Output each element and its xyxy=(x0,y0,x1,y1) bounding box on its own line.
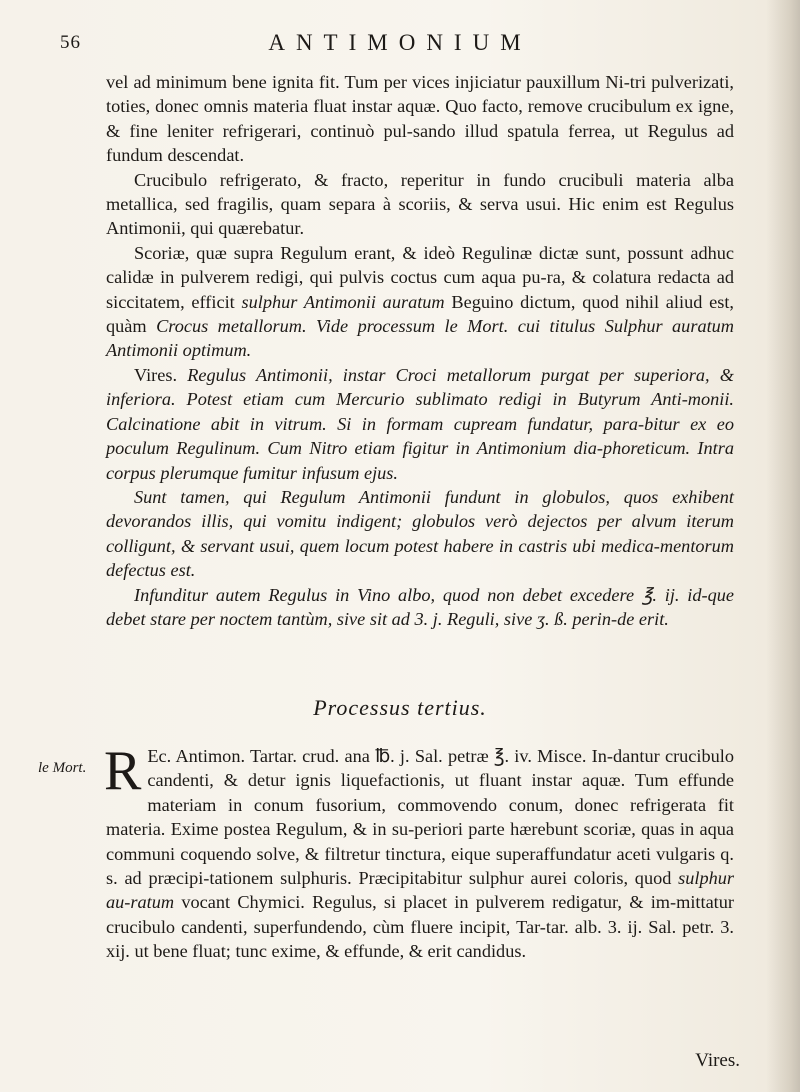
catchword: Vires. xyxy=(695,1050,740,1071)
text-run: vel ad minimum bene ignita fit. Tum per vices injiciatur pauxillum Ni-tri pulverizati, toties, donec omnis materia fluat instar aquæ. Quo facto, remove crucibulum ex igne, & fine leniter refrigerari, continuò pul-sando illud spatula ferrea, ut Regulus ad fundum descendat. xyxy=(106,72,734,166)
paragraph xyxy=(106,485,734,583)
drop-cap: R xyxy=(104,740,142,802)
paragraph xyxy=(106,363,734,485)
margin-note: le Mort. xyxy=(38,760,87,776)
process-text xyxy=(104,740,734,964)
paragraph xyxy=(106,70,734,168)
italic-run: Regulus Antimonii, instar Croci metallorum purgat per superiora, & inferiora. Potest etiam cum Mercurio sublimato redigi in Butyrum Anti-monii. Calcinatione abit in vitrum. Si in formam cupream fundatur, para-bitur ex eo poculum Regulinum. Cum Nitro etiam figitur in Antimonium dia-phoreticum. Intra corpus plerumque fumitur infusum ejus. xyxy=(106,364,734,483)
text-run: Vires. xyxy=(134,364,188,385)
main-text xyxy=(106,70,734,631)
italic-run: sulphur au-ratum xyxy=(106,868,734,913)
text-run: Beguino dictum, quod nihil aliud est, quàm xyxy=(106,291,734,337)
italic-run: Crocus metallorum. Vide processum le Mort. cui titulus Sulphur auratum Antimonii optimum. xyxy=(106,316,735,361)
paragraph xyxy=(106,583,734,632)
text-run: Crucibulo refrigerato, & fracto, reperitur in fundo crucibuli materia alba metallica, sed fragilis, quam separa à scoriis, & serva usui. Hic enim est Regulus Antimonii, qui quærebatur. xyxy=(106,169,734,239)
page-edge-shadow xyxy=(766,0,800,1092)
page-number: 56 xyxy=(60,32,81,53)
text-run: Scoriæ, quæ supra Regulum erant, & ideò Regulinæ dictæ sunt, possunt adhuc calidæ in pulverem redigi, qui pulvis coctus cum aqua pu-ra, & colatura redacta ad siccitatem, efficit xyxy=(106,242,734,312)
text-run: vocant Chymici. Regulus, si placet in pulverem redigatur, & im-mittatur crucibulo candenti, superfundendo, cùm fluere incipit, Tar-tar. alb. 3. ij. Sal. petr. 3. xij. ut bene fluat; tunc exime, & effunde, & erit candidus. xyxy=(106,892,734,962)
italic-run: Sunt tamen, qui Regulum Antimonii fundunt in globulos, quos exhibent devorandos illis, qui vomitu indigent; globulos verò dejectos per alvum iterum colligunt, & servant usui, quem locum potest habere in castris ubi medica-mentorum defectus est. xyxy=(106,486,734,581)
text-run: Ec. Antimon. Tartar. crud. ana ℔. j. Sal. petræ ℥. iv. Misce. In-dantur crucibulo candenti, & detur ignis liquefactionis, ut fluant instar aquæ. Tum effunde materiam in conum fusorium, commovendo conum, donec refrigerata fit materia. Exime postea Regulum, & in su-periori parte hærebunt scoriæ, quas in aqua communi coquendo solve, & filtretur tinctura, eique superaffundatur aceti vulgaris q. s. ad præcipi-tationem sulphuris. Præcipitabitur sulphur aurei coloris, quod xyxy=(106,746,734,889)
section-title: Processus tertius. xyxy=(313,695,487,720)
paragraph xyxy=(106,241,734,363)
running-head: ANTIMONIUM xyxy=(268,30,532,55)
italic-run: Infunditur autem Regulus in Vino albo, quod non debet excedere ℥. ij. id-que debet stare per noctem tantùm, sive sit ad 3. j. Reguli, sive ʒ. ß. perin-de erit. xyxy=(106,584,734,629)
paragraph xyxy=(106,168,734,241)
italic-run: sulphur Antimonii auratum xyxy=(241,291,445,312)
